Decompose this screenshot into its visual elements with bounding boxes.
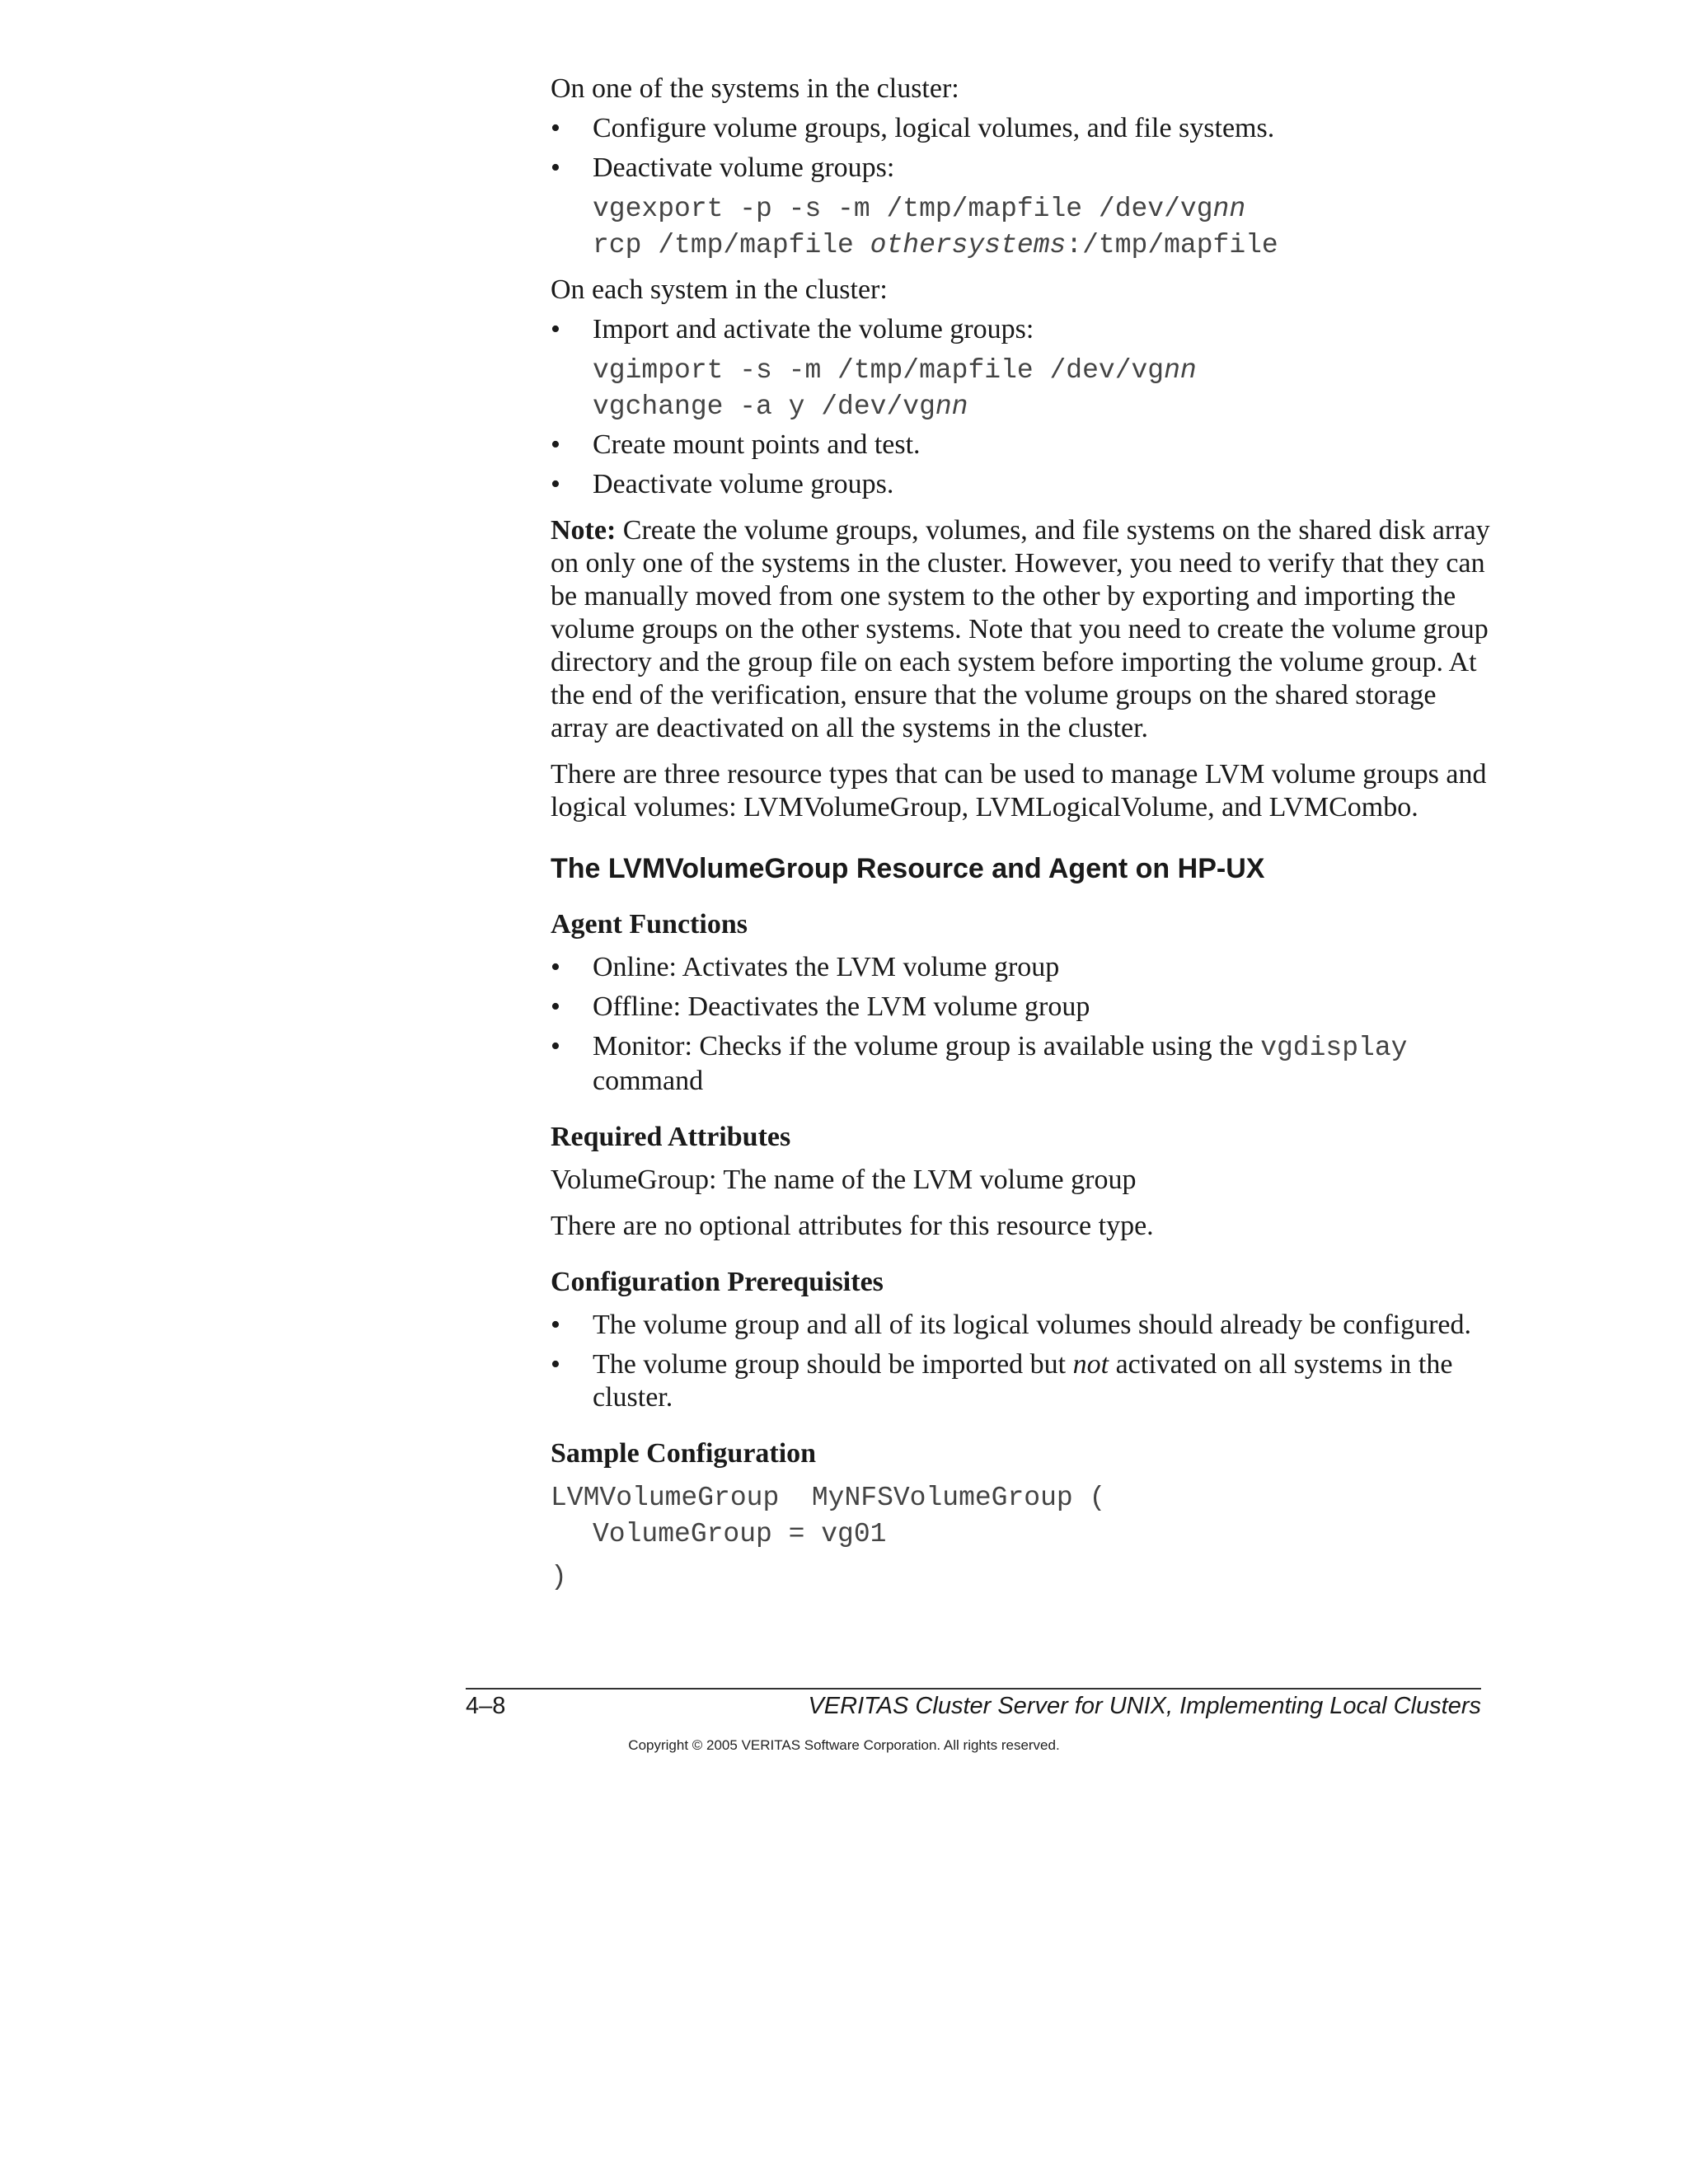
prerequisites-heading: Configuration Prerequisites: [551, 1267, 884, 1297]
code-variable: nn: [1212, 194, 1246, 224]
list-item-text: Online: Activates the LVM volume group: [593, 952, 1060, 982]
note-text: Create the volume groups, volumes, and file systems on the shared disk array on only one of the systems in the cluster. However, you need to verify that they can be manually moved from one system to the other by exporting and importing the volume groups on the other systems. Note that you need to create the volume group directory and the group file on each system before importing the volume group. At the end of the verification, ensure that the volume groups on the shared storage array are deactivated on all the systems in the cluster.: [551, 515, 1490, 743]
note-label: Note:: [551, 515, 617, 546]
bullet-glyph: •: [551, 113, 560, 143]
code-text: :/tmp/mapfile: [1066, 230, 1278, 260]
bullet-glyph: •: [551, 952, 560, 982]
sample-line: VolumeGroup = vg01: [593, 1519, 887, 1549]
sample-line: LVMVolumeGroup MyNFSVolumeGroup (: [551, 1483, 1106, 1513]
agent-functions-heading: Agent Functions: [551, 909, 748, 940]
code-variable: othersystems: [870, 230, 1067, 260]
code-text: vgimport -s -m /tmp/mapfile /dev/vg: [593, 355, 1165, 386]
code-variable: nn: [1164, 355, 1197, 386]
list-item: [551, 1030, 1490, 1098]
list-item: [551, 313, 1490, 346]
page-number: 4–8: [466, 1693, 506, 1719]
bullet-glyph: •: [551, 1031, 560, 1062]
code-variable: nn: [935, 391, 968, 422]
bullet-glyph: •: [551, 429, 560, 460]
bullet-glyph: •: [551, 314, 560, 344]
prereq-text: The volume group should be imported but: [593, 1349, 1073, 1380]
code-text: vgchange -a y /dev/vg: [593, 391, 935, 422]
list-item: [551, 1348, 1490, 1414]
code-line: [593, 191, 1490, 227]
code-line: [593, 227, 1490, 264]
sample-line: ): [551, 1562, 567, 1592]
list-item-text: Deactivate volume groups:: [593, 152, 895, 183]
list-item: [551, 991, 1490, 1024]
list-item-text: Create mount points and test.: [593, 429, 921, 460]
section-title: The LVMVolumeGroup Resource and Agent on HP-UX: [551, 853, 1265, 884]
bullet-glyph: •: [551, 469, 560, 499]
code-block-import: [551, 353, 1490, 425]
note-paragraph: [551, 514, 1490, 745]
intro-one-system: On one of the systems in the cluster:: [551, 73, 959, 104]
list-item: [551, 951, 1490, 984]
page-body: [551, 73, 1490, 1596]
list-item-text: [593, 1349, 1452, 1413]
bullet-glyph: •: [551, 152, 560, 183]
list-item-text: Deactivate volume groups.: [593, 469, 894, 499]
prereq-emphasis: not: [1072, 1349, 1109, 1380]
list-item-text: Offline: Deactivates the LVM volume group: [593, 991, 1090, 1022]
list-item: [551, 468, 1490, 501]
book-title: VERITAS Cluster Server for UNIX, Implementing Local Clusters: [808, 1693, 1481, 1719]
prereq-text-end: activated on all systems in the cluster.: [593, 1349, 1453, 1413]
list-item: [551, 1309, 1490, 1342]
list-item-text: The volume group and all of its logical volumes should already be configured.: [593, 1310, 1472, 1340]
copyright-notice: Copyright © 2005 VERITAS Software Corporation. All rights reserved.: [628, 1737, 1060, 1753]
bullet-glyph: •: [551, 1310, 560, 1340]
list-item: [551, 112, 1490, 145]
bullet-glyph: •: [551, 1349, 560, 1380]
volume-group-attribute: VolumeGroup: The name of the LVM volume group: [551, 1165, 1137, 1195]
list-item: [551, 429, 1490, 462]
list-item-text: Configure volume groups, logical volumes, and file systems.: [593, 113, 1275, 143]
code-line: [593, 353, 1490, 389]
optional-attributes-note: There are no optional attributes for this resource type.: [551, 1211, 1154, 1241]
code-block-export: [551, 191, 1490, 264]
monitor-command: vgdisplay: [1260, 1033, 1408, 1063]
code-line: [593, 389, 1490, 425]
monitor-text: Monitor: Checks if the volume group is available using the: [593, 1031, 1261, 1062]
monitor-text-end: command: [593, 1066, 704, 1096]
sample-configuration-heading: Sample Configuration: [551, 1438, 817, 1469]
resource-types-paragraph: There are three resource types that can be used to manage LVM volume groups and logical volumes: LVMVolumeGroup, LVMLogicalVolume, and LVMCombo.: [551, 759, 1487, 823]
list-item-text: Import and activate the volume groups:: [593, 314, 1034, 344]
footer-divider: [466, 1688, 1481, 1690]
intro-each-system: On each system in the cluster:: [551, 274, 888, 305]
list-item: [551, 152, 1490, 185]
bullet-glyph: •: [551, 991, 560, 1022]
required-attributes-heading: Required Attributes: [551, 1122, 791, 1152]
code-text: vgexport -p -s -m /tmp/mapfile /dev/vg: [593, 194, 1213, 224]
code-text: rcp /tmp/mapfile: [593, 230, 870, 260]
list-item-text: [593, 1031, 1407, 1096]
